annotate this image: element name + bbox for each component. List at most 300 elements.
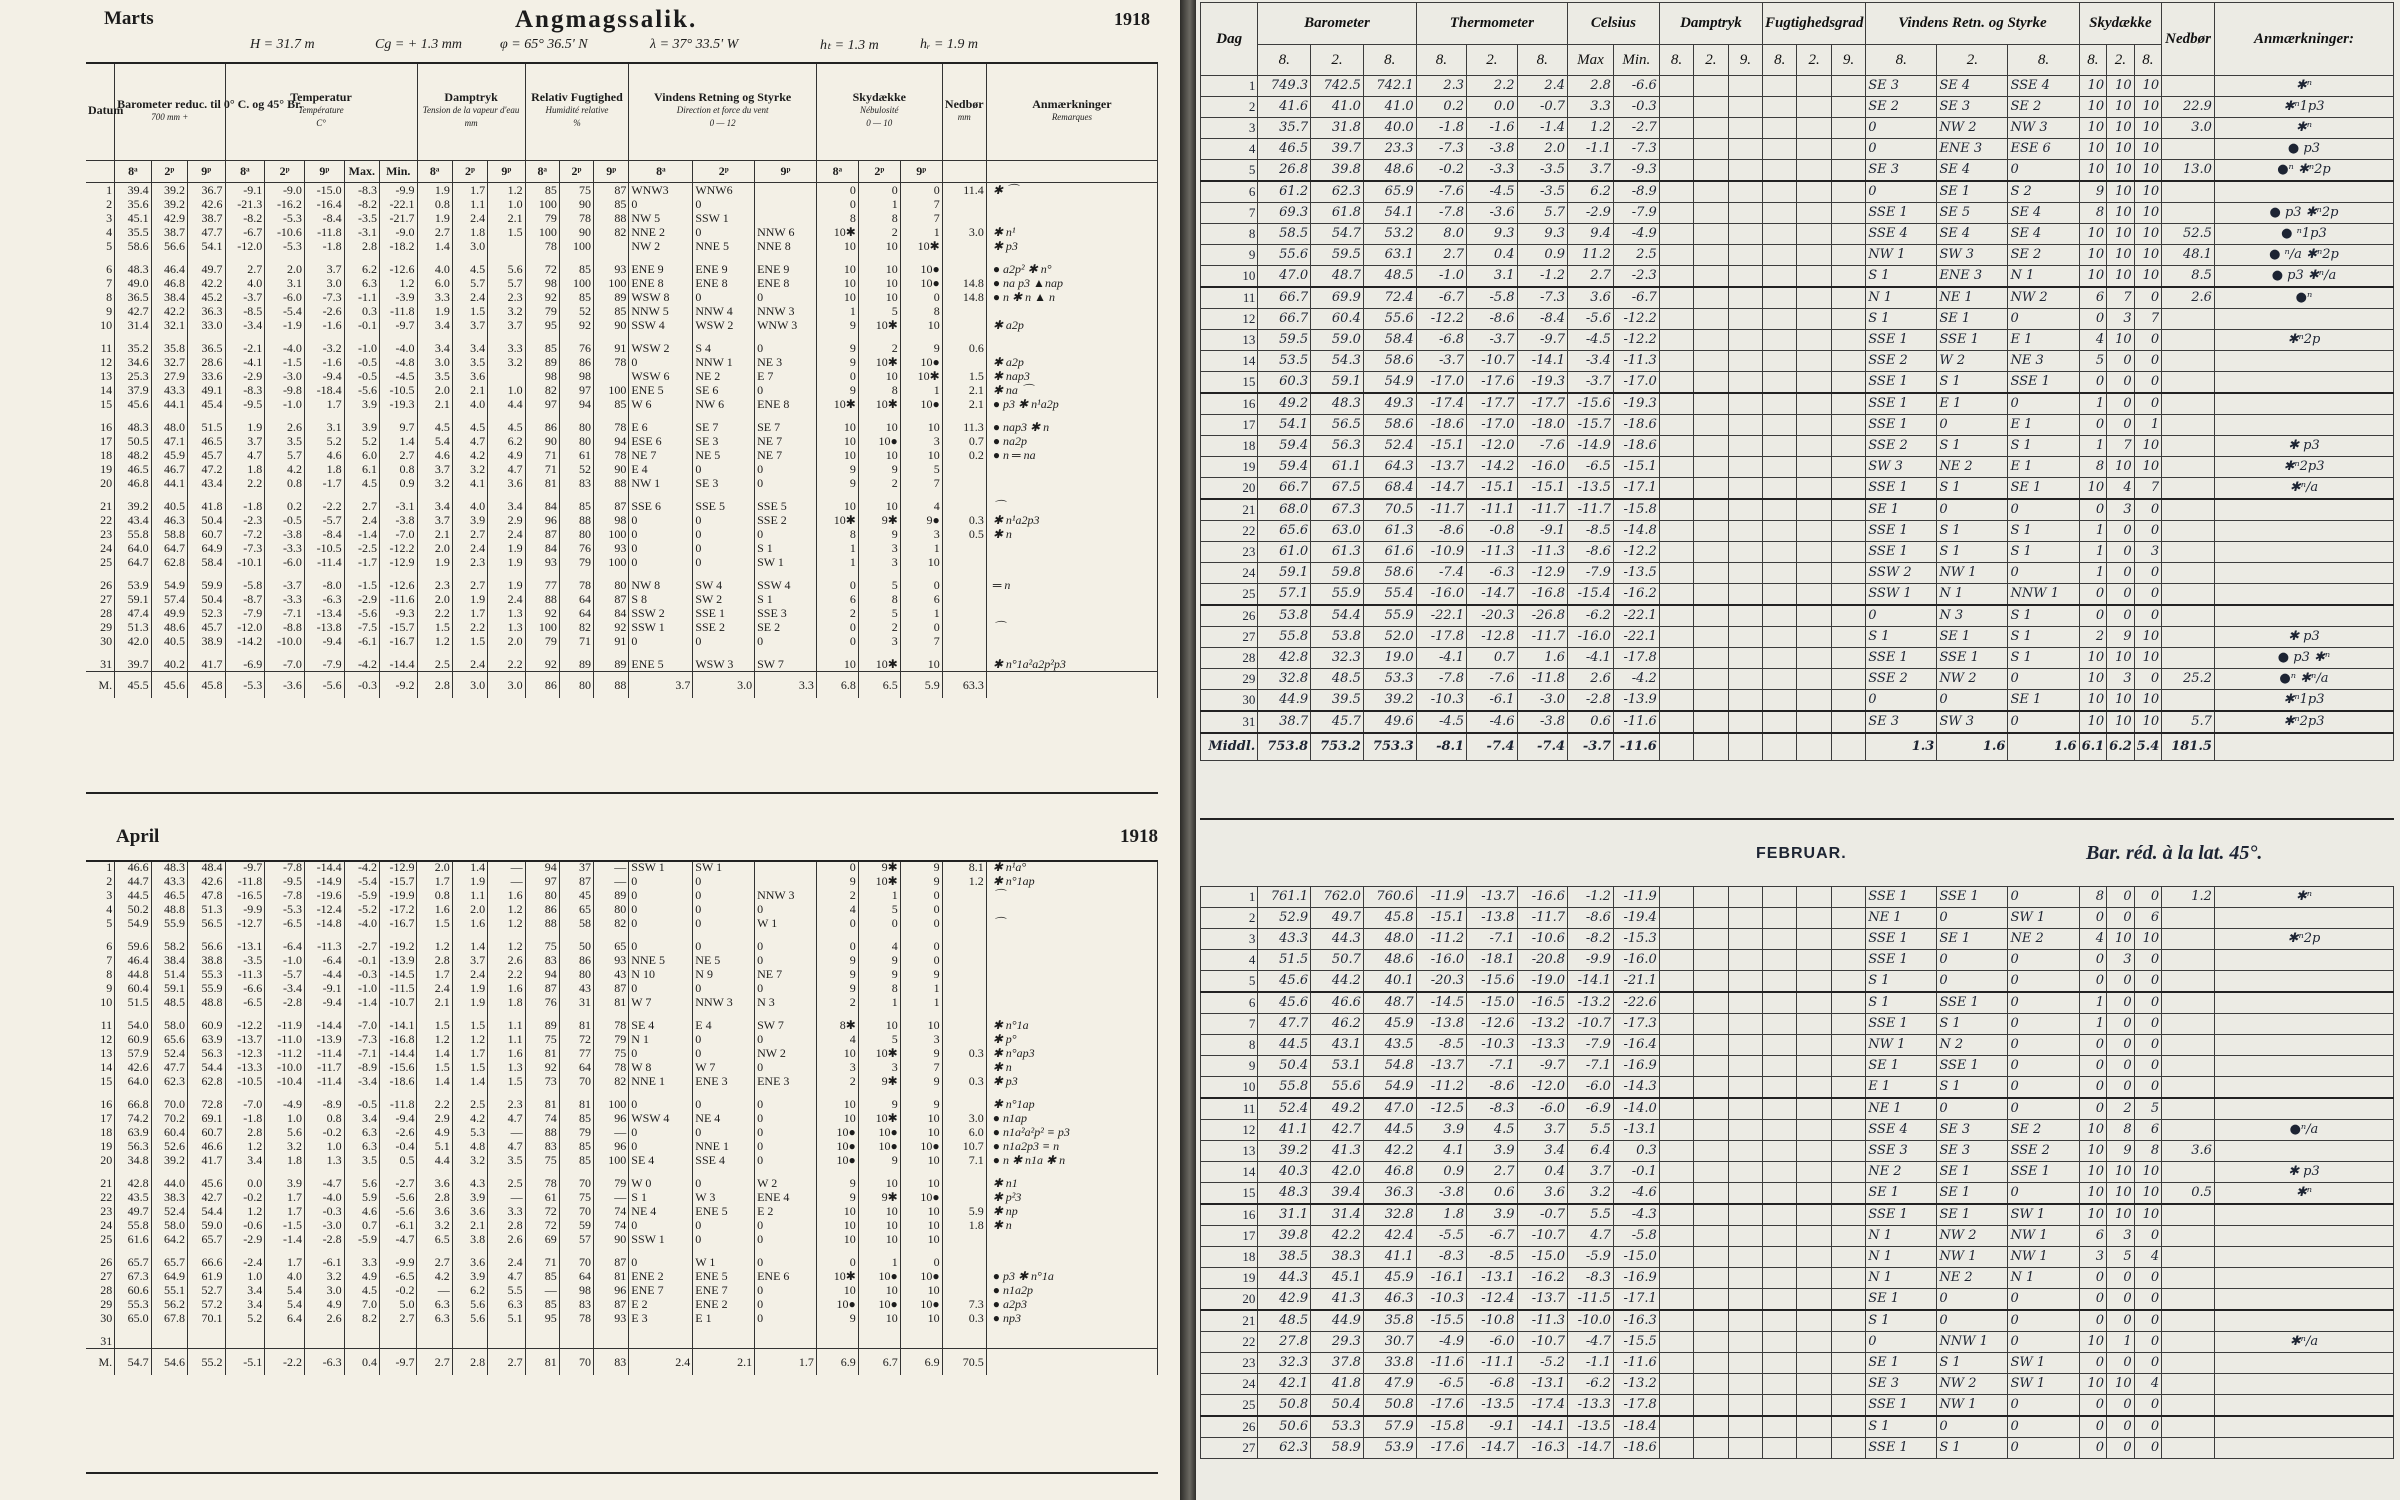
empty-cell <box>1831 1268 1865 1289</box>
ledger-value: -13.7 <box>1416 1056 1466 1077</box>
value-cell: 58.0 <box>151 1218 187 1232</box>
value-cell: 4.5 <box>344 476 379 490</box>
value-cell: 43.4 <box>187 476 225 490</box>
ledger-value: 0 <box>2107 372 2135 394</box>
empty-cell <box>1831 415 1865 436</box>
ledger-value: 50.7 <box>1311 950 1364 971</box>
value-cell: 10● <box>816 1139 858 1153</box>
mean-value: 2.7 <box>417 1349 452 1376</box>
ledger-value: 10 <box>2107 118 2135 139</box>
value-cell: 9 <box>900 341 942 355</box>
value-cell: 2.3 <box>417 578 452 592</box>
ledger-value: 60.3 <box>1258 372 1311 394</box>
value-cell: 10 <box>900 1218 942 1232</box>
ledger-value: 46.8 <box>1363 1162 1416 1183</box>
value-cell: 2.4 <box>417 981 452 995</box>
value-cell: 100 <box>594 555 629 569</box>
ledger-value <box>2162 1247 2215 1268</box>
value-cell: 46.7 <box>151 462 187 476</box>
value-cell: 43.3 <box>151 383 187 397</box>
value-cell: 100 <box>594 1153 629 1167</box>
ledger-day-row <box>1201 372 2394 394</box>
ledger-value: 39.8 <box>1311 160 1364 182</box>
value-cell: 48.2 <box>115 448 151 462</box>
ledger-day-row <box>1201 1395 2394 1417</box>
value-cell: -2.7 <box>344 939 379 953</box>
ledger-value: -4.5 <box>1568 330 1614 351</box>
ledger-value: -14.7 <box>1467 584 1517 606</box>
ledger-value: -2.7 <box>1613 118 1659 139</box>
value-cell: 1.1 <box>452 888 487 902</box>
ledger-remark: ● p3 ✱ⁿ2p <box>2214 203 2393 224</box>
value-cell: 61 <box>525 1190 559 1204</box>
ledger-day-row <box>1201 245 2394 266</box>
ledger-value: 2 <box>2107 1098 2135 1120</box>
value-cell: 82 <box>594 225 629 239</box>
value-cell: 1 <box>858 197 900 211</box>
value-cell: 1.2 <box>488 916 526 930</box>
empty-cell <box>1728 1332 1762 1353</box>
value-cell: 11.4 <box>942 182 986 197</box>
value-cell: 4.7 <box>452 434 487 448</box>
value-cell: 2.1 <box>942 397 986 411</box>
value-cell: 32.7 <box>151 355 187 369</box>
value-cell: 80 <box>594 578 629 592</box>
ledger-value: -3.7 <box>1467 330 1517 351</box>
day-number: 22 <box>86 1190 115 1204</box>
empty-cell <box>1728 1310 1762 1332</box>
value-cell: 0 <box>693 1046 755 1060</box>
ledger-value: -14.3 <box>1613 1077 1659 1099</box>
ledger-value: SE 3 <box>1937 1141 2008 1162</box>
value-cell: 10 <box>900 1176 942 1190</box>
ledger-value: SSE 1 <box>1937 887 2008 908</box>
ledger-value <box>2162 181 2215 203</box>
ledger-remark: ●ⁿ ✱ⁿ2p <box>2214 160 2393 182</box>
ledger-value: 59.4 <box>1258 457 1311 478</box>
value-cell: 0 <box>629 874 693 888</box>
value-cell: 1.2 <box>225 1139 265 1153</box>
ledger-value: 0 <box>2107 1416 2135 1438</box>
ledger-value: 0 <box>2134 605 2162 627</box>
value-cell: 4.5 <box>452 262 487 276</box>
ledger-day-number: 11 <box>1201 287 1258 309</box>
value-cell: 10 <box>816 262 858 276</box>
day-number: 14 <box>86 1060 115 1074</box>
value-cell: 9 <box>900 874 942 888</box>
ledger-value: 0 <box>2107 1014 2135 1035</box>
empty-cell <box>1728 669 1762 690</box>
ledger-value: NW 1 <box>2008 1247 2079 1268</box>
value-cell: -11.8 <box>379 304 417 318</box>
ledger-value: 0 <box>1937 908 2008 929</box>
value-cell: 59.1 <box>151 981 187 995</box>
value-cell: 1.0 <box>488 383 526 397</box>
ledger-value: SE 3 <box>1866 711 1937 733</box>
value-cell: -11.7 <box>304 1060 344 1074</box>
value-cell: 61 <box>559 448 593 462</box>
value-cell: 1.5 <box>942 369 986 383</box>
value-cell: 9 <box>900 1046 942 1060</box>
remark-cell: ● na p3 ▲nap <box>986 276 1157 290</box>
value-cell: 49.7 <box>187 262 225 276</box>
value-cell: 1.2 <box>488 939 526 953</box>
value-cell: — <box>488 860 526 874</box>
value-cell: 51.5 <box>115 995 151 1009</box>
ledger-value: 10 <box>2079 478 2107 500</box>
value-cell: 4.7 <box>488 462 526 476</box>
value-cell: 3.3 <box>344 1255 379 1269</box>
ledger-value: -17.4 <box>1517 1395 1567 1417</box>
ledger-value: -11.7 <box>1517 627 1567 648</box>
value-cell: 83 <box>559 476 593 490</box>
empty-cell <box>1659 971 1693 993</box>
ledger-value: SSE 1 <box>1937 1056 2008 1077</box>
empty-cell <box>1728 1416 1762 1438</box>
value-cell: -3.7 <box>225 290 265 304</box>
empty-cell <box>1831 1247 1865 1268</box>
ledger-value: -19.4 <box>1613 908 1659 929</box>
ledger-day-number: 2 <box>1201 908 1258 929</box>
value-cell: 0 <box>629 541 693 555</box>
value-cell: 95 <box>525 1311 559 1325</box>
value-cell: -4.1 <box>225 355 265 369</box>
empty-cell <box>1694 478 1728 500</box>
value-cell: 47.7 <box>187 225 225 239</box>
ledger-day-number: 10 <box>1201 1077 1258 1099</box>
ledger-value: -16.4 <box>1613 1035 1659 1056</box>
value-cell: 0 <box>693 1232 755 1246</box>
value-cell: -10.0 <box>265 634 305 648</box>
value-cell: -3.0 <box>304 1218 344 1232</box>
empty-cell <box>1659 245 1693 266</box>
ledger-value <box>2162 436 2215 457</box>
empty-cell <box>1797 393 1831 415</box>
ledger-value: 0 <box>2079 1098 2107 1120</box>
remark-cell: ✱ n <box>986 1218 1157 1232</box>
value-cell: 93 <box>594 1311 629 1325</box>
empty-cell <box>1694 627 1728 648</box>
value-cell: 4 <box>816 902 858 916</box>
ledger-value: 42.0 <box>1311 1162 1364 1183</box>
ledger-value: 0 <box>2079 1438 2107 1459</box>
col-cloud-cover: Skydække Nébulosité 0 — 10 <box>816 62 942 160</box>
value-cell: SSW 2 <box>629 606 693 620</box>
ledger-value: -16.9 <box>1613 1056 1659 1077</box>
ledger-value: 8.0 <box>1416 224 1466 245</box>
value-cell: -7.2 <box>225 527 265 541</box>
ledger-col-barometer: Barometer <box>1258 3 1416 45</box>
empty-cell <box>1659 224 1693 245</box>
ledger-value: S 1 <box>2008 436 2079 457</box>
empty-cell <box>1728 1056 1762 1077</box>
empty-cell <box>1659 203 1693 224</box>
value-cell: 45.7 <box>187 620 225 634</box>
value-cell: 2.4 <box>452 290 487 304</box>
value-cell: — <box>594 1125 629 1139</box>
empty-cell <box>1797 648 1831 669</box>
empty-cell <box>1694 351 1728 372</box>
ledger-value: SE 3 <box>1866 160 1937 182</box>
ledger-value: 11.2 <box>1568 245 1614 266</box>
value-cell: 0 <box>755 1032 817 1046</box>
value-cell: 0 <box>693 462 755 476</box>
value-cell: 81 <box>559 1097 593 1111</box>
ledger-value: NNW 1 <box>1937 1332 2008 1353</box>
value-cell: S 1 <box>755 592 817 606</box>
ledger-value: 49.3 <box>1363 393 1416 415</box>
ledger-value: 0 <box>2134 1416 2162 1438</box>
ledger-value: -7.8 <box>1416 203 1466 224</box>
value-cell: 0 <box>629 1046 693 1060</box>
ledger-value: -15.3 <box>1613 929 1659 950</box>
ledger-value: 3.9 <box>1467 1141 1517 1162</box>
ledger-value: 5.7 <box>2162 711 2215 733</box>
ledger-day-number: 21 <box>1201 1310 1258 1332</box>
value-cell: 2.4 <box>452 657 487 672</box>
ledger-value: 40.1 <box>1363 971 1416 993</box>
value-cell: 1.5 <box>452 1018 487 1032</box>
empty-cell <box>1659 521 1693 542</box>
ledger-value: 0 <box>2079 309 2107 330</box>
ledger-value: -3.6 <box>1467 203 1517 224</box>
value-cell: 0 <box>629 513 693 527</box>
value-cell: -1.0 <box>344 341 379 355</box>
value-cell: -10.5 <box>304 541 344 555</box>
ledger-value: S 1 <box>1866 1416 1937 1438</box>
ledger-day-number: 9 <box>1201 1056 1258 1077</box>
empty-cell <box>1831 76 1865 97</box>
ledger-value: -17.4 <box>1416 393 1466 415</box>
ledger-remark <box>2214 950 2393 971</box>
ledger-remark: ✱ⁿ1p3 <box>2214 97 2393 118</box>
remark-cell: ⌒ <box>986 620 1157 634</box>
value-cell: 10 <box>816 290 858 304</box>
value-cell: -16.5 <box>225 888 265 902</box>
ledger-remark <box>2214 1226 2393 1247</box>
value-cell: 80 <box>559 434 593 448</box>
ledger-value: 10 <box>2134 266 2162 288</box>
value-cell: ENE 3 <box>693 1074 755 1088</box>
value-cell: 64 <box>559 592 593 606</box>
value-cell: 74.2 <box>115 1111 151 1125</box>
value-cell: 2.7 <box>225 262 265 276</box>
value-cell: 65.0 <box>115 1311 151 1325</box>
day-number: 1 <box>86 860 115 874</box>
ledger-day-number: 20 <box>1201 1289 1258 1311</box>
ledger-day-number: 21 <box>1201 499 1258 521</box>
ledger-value: 3.7 <box>1517 1120 1567 1141</box>
value-cell: 0 <box>755 1218 817 1232</box>
ledger-value: 10 <box>2134 1204 2162 1226</box>
ledger-value: 0 <box>2008 1332 2079 1353</box>
ledger-value: -7.1 <box>1467 929 1517 950</box>
value-cell: -8.9 <box>344 1060 379 1074</box>
ledger-value: 44.5 <box>1258 1035 1311 1056</box>
ledger-value: 38.7 <box>1258 711 1311 733</box>
value-cell: 7 <box>900 1060 942 1074</box>
value-cell: 45.9 <box>151 448 187 462</box>
ledger-value <box>2162 351 2215 372</box>
ledger-value <box>2162 76 2215 97</box>
ledger-remark: ✱ⁿ1p3 <box>2214 690 2393 712</box>
value-cell: WNW3 <box>629 182 693 197</box>
value-cell: 64.7 <box>115 555 151 569</box>
value-cell: -18.2 <box>379 239 417 253</box>
value-cell: 3 <box>816 1060 858 1074</box>
ledger-value: 53.3 <box>1311 1416 1364 1438</box>
value-cell: 1.7 <box>417 874 452 888</box>
empty-cell <box>1694 499 1728 521</box>
value-cell: 97 <box>559 383 593 397</box>
value-cell: 5.7 <box>265 448 305 462</box>
ledger-value: 10 <box>2134 245 2162 266</box>
ledger-day-number: 5 <box>1201 971 1258 993</box>
empty-cell <box>1694 1141 1728 1162</box>
value-cell: 1 <box>858 1255 900 1269</box>
value-cell: SE 4 <box>629 1018 693 1032</box>
ledger-mean-value: 6.1 <box>2079 733 2107 761</box>
value-cell: 2.6 <box>304 1311 344 1325</box>
value-cell: 5.6 <box>452 1311 487 1325</box>
ledger-value: -15.0 <box>1517 1247 1567 1268</box>
value-cell: -5.7 <box>265 967 305 981</box>
value-cell: 100 <box>525 225 559 239</box>
ledger-value: S 1 <box>1937 372 2008 394</box>
ledger-day-row <box>1201 1098 2394 1120</box>
ledger-value: 57.1 <box>1258 584 1311 606</box>
ledger-value: -20.8 <box>1517 950 1567 971</box>
value-cell: 55.9 <box>151 916 187 930</box>
empty-cell <box>1831 1035 1865 1056</box>
day-number: 11 <box>86 341 115 355</box>
ledger-value <box>2162 1204 2215 1226</box>
ledger-value: 0 <box>2079 499 2107 521</box>
value-cell: -12.9 <box>379 555 417 569</box>
ledger-day-row <box>1201 627 2394 648</box>
value-cell: W 2 <box>755 1176 817 1190</box>
value-cell: 46.6 <box>115 860 151 874</box>
value-cell: -2.2 <box>304 499 344 513</box>
ledger-value <box>2162 1014 2215 1035</box>
ledger-value: 0 <box>2134 330 2162 351</box>
ledger-value: -4.3 <box>1613 1204 1659 1226</box>
value-cell: 59.9 <box>187 578 225 592</box>
ledger-value <box>2162 372 2215 394</box>
value-cell: 44.7 <box>115 874 151 888</box>
value-cell: E 1 <box>693 1311 755 1325</box>
empty-cell <box>1831 1353 1865 1374</box>
value-cell: 9 <box>858 1097 900 1111</box>
ledger-value: 55.9 <box>1363 605 1416 627</box>
ledger-value: -1.1 <box>1568 1353 1614 1374</box>
empty-cell <box>1728 224 1762 245</box>
ledger-day-row <box>1201 393 2394 415</box>
ledger-value: 50.8 <box>1363 1395 1416 1417</box>
value-cell: SW 1 <box>755 555 817 569</box>
ledger-value: -11.1 <box>1467 499 1517 521</box>
value-cell: 0 <box>816 860 858 874</box>
value-cell: 4.6 <box>417 448 452 462</box>
ledger-value: -6.7 <box>1416 287 1466 309</box>
ledger-value: -14.2 <box>1467 457 1517 478</box>
ledger-value: 2.7 <box>1467 1162 1517 1183</box>
value-cell: 3.9 <box>265 1176 305 1190</box>
value-cell: 0 <box>858 182 900 197</box>
ledger-value: 0 <box>2107 521 2135 542</box>
day-number: 18 <box>86 1125 115 1139</box>
ledger-value: 9.3 <box>1517 224 1567 245</box>
ledger-value: -10.3 <box>1467 1035 1517 1056</box>
ledger-value: -19.0 <box>1517 971 1567 993</box>
value-cell: -8.2 <box>344 197 379 211</box>
value-cell: -18.6 <box>379 1074 417 1088</box>
ledger-value: 40.3 <box>1258 1162 1311 1183</box>
value-cell: NE 7 <box>755 448 817 462</box>
ledger-value: 3.2 <box>1568 1183 1614 1205</box>
ledger-value: 72.4 <box>1363 287 1416 309</box>
ledger-value: -8.5 <box>1467 1247 1517 1268</box>
empty-cell <box>1728 690 1762 712</box>
value-cell: -0.3 <box>344 967 379 981</box>
value-cell: 46.8 <box>115 476 151 490</box>
ledger-day-number: 13 <box>1201 1141 1258 1162</box>
value-cell: 62.3 <box>151 1074 187 1088</box>
value-cell: -14.8 <box>304 916 344 930</box>
ledger-day-row <box>1201 160 2394 182</box>
ledger-col-wind: Vindens Retn. og Styrke <box>1866 3 2079 45</box>
ledger-remark <box>2214 1035 2393 1056</box>
value-cell: 60.9 <box>115 1032 151 1046</box>
value-cell: SSW 1 <box>629 1232 693 1246</box>
value-cell: 1.1 <box>452 197 487 211</box>
value-cell: 5.2 <box>304 434 344 448</box>
ledger-value: 0 <box>2079 415 2107 436</box>
value-cell: 0.0 <box>225 1176 265 1190</box>
ledger-day-row <box>1201 1310 2394 1332</box>
value-cell: 74 <box>594 1218 629 1232</box>
value-cell: -7.3 <box>304 290 344 304</box>
value-cell: 64 <box>559 606 593 620</box>
value-cell: 2.0 <box>265 262 305 276</box>
value-cell: 10 <box>858 420 900 434</box>
value-cell: 10● <box>900 397 942 411</box>
value-cell: 0.3 <box>942 1074 986 1088</box>
ledger-value: 0 <box>1937 690 2008 712</box>
value-cell: 88 <box>525 592 559 606</box>
value-cell: 3 <box>858 555 900 569</box>
value-cell: 85 <box>525 182 559 197</box>
value-cell: -14.4 <box>304 1018 344 1032</box>
ledger-value: -10.6 <box>1517 929 1567 950</box>
value-cell: 9✱ <box>858 1190 900 1204</box>
value-cell: 78 <box>594 355 629 369</box>
value-cell: 1.9 <box>452 874 487 888</box>
meta-longitude: λ = 37° 33.5' W <box>650 37 739 52</box>
ledger-value: -15.7 <box>1568 415 1614 436</box>
value-cell: -3.4 <box>265 981 305 995</box>
value-cell: 39.2 <box>151 1153 187 1167</box>
ledger-value: -17.8 <box>1416 627 1466 648</box>
ledger-value: 10 <box>2107 1183 2135 1205</box>
mean-value: 1.7 <box>755 1349 817 1376</box>
empty-cell <box>1831 287 1865 309</box>
value-cell: 3.2 <box>304 1269 344 1283</box>
ledger-value: 61.1 <box>1311 457 1364 478</box>
april-year-label: 1918 <box>1120 826 1158 847</box>
ledger-value <box>2162 690 2215 712</box>
value-cell: 0 <box>816 197 858 211</box>
